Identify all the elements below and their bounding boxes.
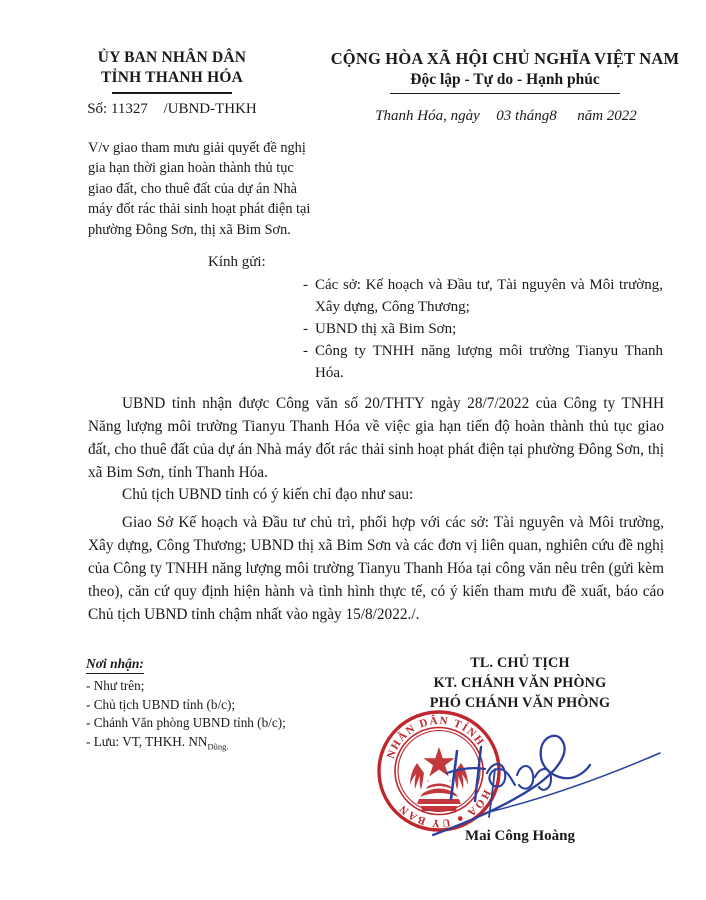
organization-underline: [112, 92, 232, 94]
date-day: 03: [496, 108, 512, 124]
document-subject: V/v giao tham mưu giải quyết đề nghị gia hạn thời gian hoàn thành thủ tục giao đất, cho thuê đất của dự án Nhà máy đốt rác thải sinh hoạt phát điện tại phường Đông Sơn, thị xã Bim Sơn.: [88, 140, 311, 238]
document-header: [0, 48, 706, 94]
svg-text:HÓA ● ỦY BAN: HÓA ● ỦY BAN: [396, 787, 493, 830]
recipients-list: [303, 274, 663, 384]
storage-sub: Dũng.: [207, 741, 229, 752]
distribution-item: - Như trên;: [86, 677, 145, 693]
list-dash: -: [303, 321, 308, 338]
storage-main: - Lưu: VT, THKH. NN: [86, 734, 208, 750]
distribution-items: [86, 677, 356, 753]
recipient-item: [303, 340, 663, 384]
document-number-value: 11327: [110, 101, 148, 117]
place-and-date: [322, 108, 690, 125]
recipients-label: Kính gửi:: [208, 254, 266, 270]
official-seal-icon: [376, 703, 502, 833]
paragraph-text: Giao Sở Kế hoạch và Đầu tư chủ trì, phối hợp với các sở: Tài nguyên và Môi trường, Xây dựng, Công Thương; UBND thị xã Bim Sơn và các đơn vị liên quan, nghiên cứu đề nghị của Công ty TNHH năng lượng môi trường Tianyu Thanh Hóa tại công văn nêu trên (gửi kèm theo), căn cứ quy định hiện hành và tình hình thực tế, có ý kiến tham mưu đề xuất, báo cáo Chủ tịch UBND tỉnh chậm nhất vào ngày 15/8/2022./.: [88, 514, 664, 623]
recipient-item: [303, 274, 663, 318]
list-dash: -: [303, 277, 308, 293]
organization-line-1: ỦY BAN NHÂN DÂN: [97, 49, 247, 66]
national-title: [322, 48, 706, 94]
paragraph-text: Chủ tịch UBND tỉnh có ý kiến chỉ đạo như sau:: [122, 486, 414, 503]
distribution-item: - Chánh Văn phòng UBND tỉnh (b/c);: [86, 715, 286, 731]
national-motto-underline: [390, 93, 620, 95]
paragraph-text: UBND tỉnh nhận được Công văn số 20/THTY ngày 28/7/2022 của Công ty TNHH Năng lượng môi trường Tianyu Thanh Hóa về việc gia hạn tiến độ hoàn thành thủ tục giao đất, cho thuê đất của dự án Nhà máy đốt rác thải sinh hoạt phát điện tại phường Đông Sơn, thị xã Bim Sơn, tỉnh Thanh Hóa.: [88, 395, 664, 481]
document-number: [22, 101, 322, 118]
signature-title-line-2: KT. CHÁNH VĂN PHÒNG: [433, 675, 607, 692]
national-title-line-1: CỘNG HÒA XÃ HỘI CHỦ NGHĨA VIỆT NAM: [330, 49, 680, 68]
signature-title-line-3: PHÓ CHÁNH VĂN PHÒNG: [429, 695, 611, 712]
list-dash: -: [303, 343, 308, 360]
recipient-item: [303, 318, 663, 340]
national-motto: Độc lập - Tự do - Hạnh phúc: [410, 71, 600, 89]
body-paragraph-3: [88, 512, 664, 627]
svg-text:NHÂN DÂN TỈNH: NHÂN DÂN TỈNH: [384, 714, 487, 761]
recipient-text: Công ty TNHH năng lượng môi trường Tianyu Thanh Hóa.: [315, 343, 663, 382]
distribution-list-title: Nơi nhận:: [86, 656, 144, 674]
body-paragraph-2: [88, 484, 664, 507]
place-date-prefix: Thanh Hóa, ngày: [375, 108, 480, 124]
distribution-item: - Chủ tịch UBND tỉnh (b/c);: [86, 696, 236, 712]
body-paragraph-1: [88, 393, 664, 485]
issuing-organization: [22, 48, 322, 94]
date-year: năm 2022: [577, 108, 637, 124]
document-number-suffix: /UBND-THKH: [163, 101, 257, 117]
date-month: tháng8: [515, 108, 557, 124]
document-number-label: Số:: [87, 101, 108, 117]
signer-name: Mai Công Hoàng: [464, 828, 575, 844]
distribution-list: [86, 655, 356, 753]
signature-title-line-1: TL. CHỦ TỊCH: [470, 655, 570, 671]
organization-line-2: TỈNH THANH HÓA: [100, 69, 244, 87]
distribution-item-storage: [86, 733, 356, 753]
recipient-text: UBND thị xã Bim Sơn;: [315, 321, 457, 338]
recipient-text: Các sở: Kế hoạch và Đầu tư, Tài nguyên và Môi trường, Xây dựng, Công Thương;: [315, 277, 663, 316]
